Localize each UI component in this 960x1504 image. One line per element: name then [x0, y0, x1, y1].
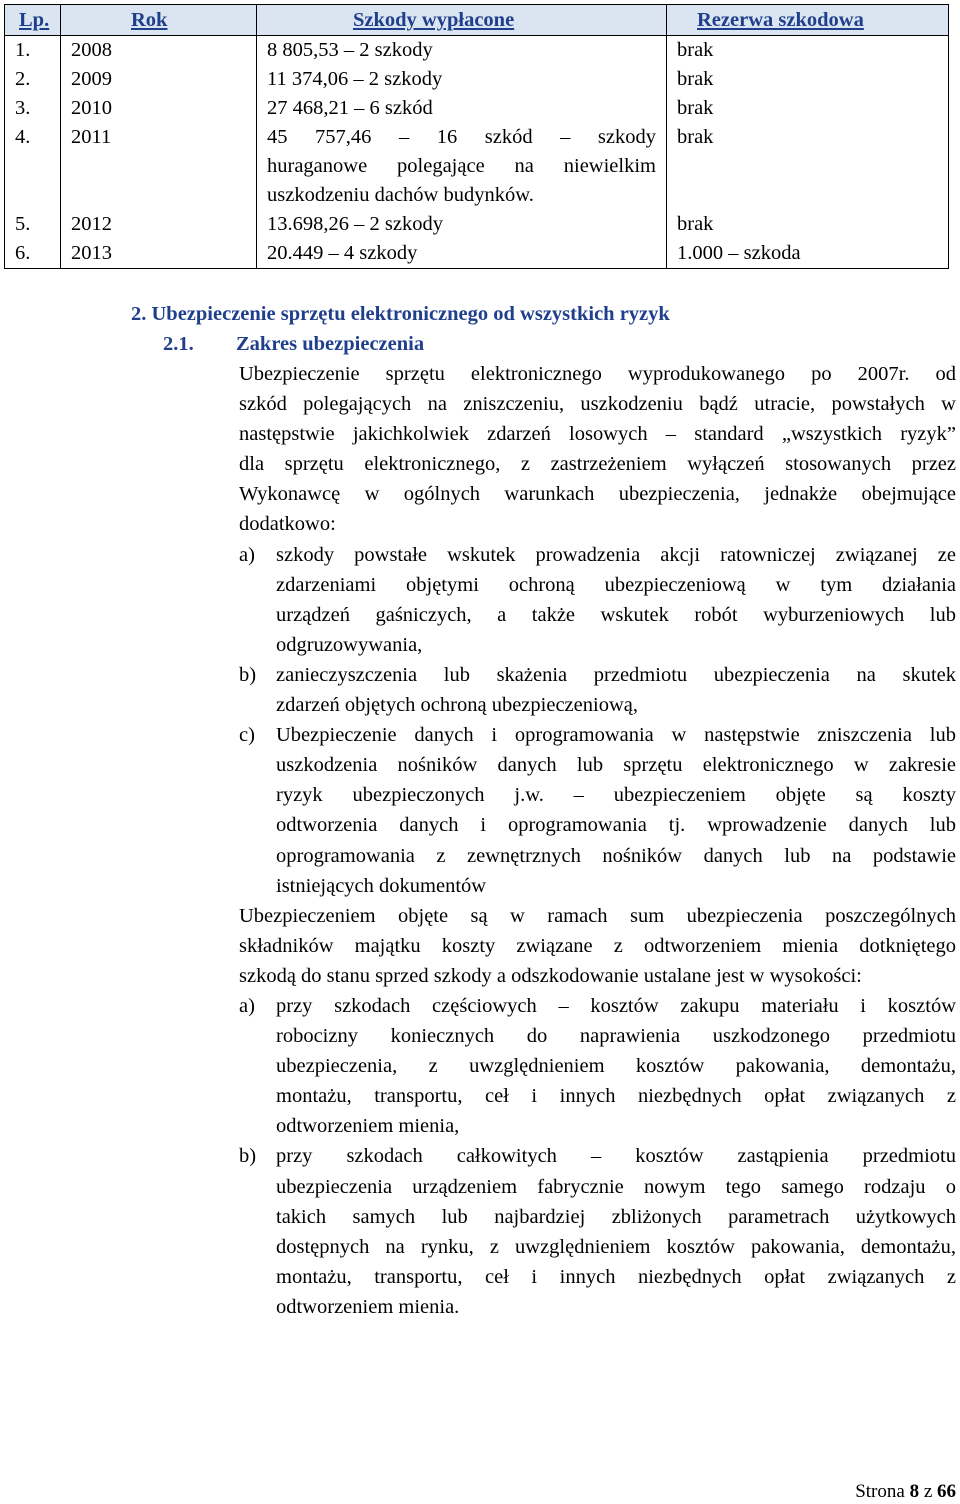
footer-page-number: 8	[909, 1481, 920, 1502]
cell-paid-claims	[257, 36, 667, 66]
cell-claims-reserve: brak	[667, 94, 949, 123]
list-item-line: istniejących dokumentów	[276, 874, 487, 897]
footer-separator: z	[923, 1481, 933, 1502]
list-item	[239, 720, 956, 901]
cell-lp: 4.	[5, 123, 61, 210]
list-item-line: ubezpieczenia urządzeniem fabrycznie nowym tego samego rodzaju o	[276, 1175, 956, 1198]
list-marker: b)	[239, 663, 257, 686]
list-item-line: ubezpieczenia, z uwzględnieniem kosztów pakowania, demontażu,	[276, 1055, 956, 1078]
table-header-row	[5, 5, 949, 36]
list-item	[239, 540, 956, 660]
text-line: szkodą do stanu sprzed szkody a odszkodowanie ustalane jest w wysokości:	[239, 964, 862, 987]
header-claims-reserve: Rezerwa szkodowa	[667, 5, 949, 36]
paid-claims-line: 45 757,46 – 16 szkód – szkody	[267, 126, 656, 148]
scope-paragraph	[239, 359, 956, 540]
cell-lp: 2.	[5, 65, 61, 94]
cell-paid-claims	[257, 65, 667, 94]
section-heading	[131, 300, 670, 328]
cell-claims-reserve: brak	[667, 65, 949, 94]
cell-rok: 2012	[61, 210, 257, 239]
table-row	[5, 65, 949, 94]
list-item-line: robocizny koniecznych do naprawienia uszkodzonego przedmiotu	[276, 1025, 956, 1048]
table-row	[5, 210, 949, 239]
section-title: Ubezpieczenie sprzętu elektronicznego od wszystkich ryzyk	[151, 303, 670, 325]
cell-claims-reserve: brak	[667, 123, 949, 210]
list-item-line: montażu, transportu, ceł i innych niezbędnych opłat związanych z	[276, 1265, 956, 1288]
table-row	[5, 123, 949, 210]
list-item-line: przy szkodach całkowitych – kosztów zastąpienia przedmiotu	[276, 1145, 956, 1168]
list-item-line: montażu, transportu, ceł i innych niezbędnych opłat związanych z	[276, 1085, 956, 1108]
list-item-line: takich samych lub najbardziej zbliżonych parametrach użytkowych	[276, 1205, 956, 1228]
table-row	[5, 239, 949, 269]
list-item-line: odtworzeniem mienia,	[276, 1115, 460, 1138]
subsection-heading	[163, 330, 424, 358]
cell-rok: 2013	[61, 239, 257, 269]
list-item-line: urządzeń gaśniczych, a także wskutek robót wyburzeniowych lub	[276, 603, 956, 626]
page-footer	[855, 1480, 956, 1504]
cell-claims-reserve: 1.000 – szkoda	[667, 239, 949, 269]
cell-paid-claims	[257, 94, 667, 123]
list-item-line: odtworzenia danych i oprogramowania tj. wprowadzenie danych lub	[276, 814, 956, 837]
cell-paid-claims	[257, 123, 667, 210]
section-body	[239, 359, 956, 1322]
cell-lp: 1.	[5, 36, 61, 66]
cell-lp: 5.	[5, 210, 61, 239]
paid-claims-line: 13.698,26 – 2 szkody	[267, 213, 443, 235]
list-item-line: dostępnych na rynku, z uwzględnieniem kosztów pakowania, demontażu,	[276, 1235, 956, 1258]
paid-claims-line: 8 805,53 – 2 szkody	[267, 39, 433, 61]
list-marker: a)	[239, 543, 255, 566]
list-item-line: ryzyk ubezpieczonych j.w. – ubezpieczeniem objęte są koszty	[276, 784, 956, 807]
list-item-line: zdarzeniami objętymi ochroną ubezpieczeniową w tym działania	[276, 573, 956, 596]
cell-rok: 2011	[61, 123, 257, 210]
paid-claims-line: huraganowe polegające na niewielkim	[267, 155, 656, 177]
list-item-line: zanieczyszczenia lub skażenia przedmiotu ubezpieczenia na skutek	[276, 663, 956, 686]
text-line: następstwie jakichkolwiek zdarzeń losowych – standard „wszystkich ryzyk”	[239, 423, 956, 446]
cell-rok: 2009	[61, 65, 257, 94]
cell-rok: 2008	[61, 36, 257, 66]
cell-paid-claims	[257, 210, 667, 239]
table-row	[5, 36, 949, 66]
list-item-line: odgruzowywania,	[276, 633, 423, 656]
list-item	[239, 660, 956, 720]
footer-prefix: Strona	[855, 1481, 905, 1502]
text-line: szkód polegających na zniszczeniu, uszkodzeniu bądź utracie, powstałych w	[239, 393, 956, 416]
list-item-line: uszkodzenia nośników danych lub sprzętu elektronicznego w zakresie	[276, 754, 956, 777]
additional-coverage-list	[239, 540, 956, 901]
list-item-line: zdarzeń objętych ochroną ubezpieczeniową,	[276, 694, 638, 717]
text-line: Wykonawcę w ogólnych warunkach ubezpieczenia, jednakże obejmujące	[239, 483, 956, 506]
text-line: dodatkowo:	[239, 513, 336, 536]
paid-claims-line: 11 374,06 – 2 szkody	[267, 68, 443, 90]
text-line: dla sprzętu elektronicznego, z zastrzeżeniem wyłączeń stosowanych przez	[239, 453, 956, 476]
list-marker: c)	[239, 724, 255, 747]
paid-claims-line: 20.449 – 4 szkody	[267, 242, 418, 264]
claims-history-table	[4, 4, 949, 269]
subsection-title: Zakres ubezpieczenia	[236, 333, 425, 355]
list-item-line: odtworzeniem mienia.	[276, 1295, 460, 1318]
list-marker: a)	[239, 994, 255, 1017]
header-rok: Rok	[61, 5, 257, 36]
list-item-line: przy szkodach częściowych – kosztów zakupu materiału i kosztów	[276, 994, 956, 1017]
list-item-line: Ubezpieczenie danych i oprogramowania w następstwie zniszczenia lub	[276, 724, 956, 747]
cell-rok: 2010	[61, 94, 257, 123]
header-paid-claims: Szkody wypłacone	[257, 5, 667, 36]
list-item-line: oprogramowania z zewnętrznych nośników danych lub na podstawie	[276, 844, 956, 867]
compensation-list	[239, 991, 956, 1322]
footer-page-total: 66	[937, 1481, 956, 1502]
list-item	[239, 991, 956, 1141]
list-item	[239, 1141, 956, 1322]
cell-lp: 6.	[5, 239, 61, 269]
cell-paid-claims	[257, 239, 667, 269]
paid-claims-line: 27 468,21 – 6 szkód	[267, 97, 433, 119]
cell-lp: 3.	[5, 94, 61, 123]
cell-claims-reserve: brak	[667, 36, 949, 66]
list-item-line: szkody powstałe wskutek prowadzenia akcji ratowniczej związanej ze	[276, 543, 956, 566]
table-row	[5, 94, 949, 123]
paid-claims-line: uszkodzeniu dachów budynków.	[267, 184, 534, 206]
text-line: Ubezpieczenie sprzętu elektronicznego wyprodukowanego po 2007r. od	[239, 363, 956, 385]
text-line: Ubezpieczeniem objęte są w ramach sum ubezpieczenia poszczególnych	[239, 904, 956, 927]
compensation-paragraph	[239, 901, 956, 991]
list-marker: b)	[239, 1145, 257, 1168]
section-number: 2.	[131, 303, 147, 325]
text-line: składników majątku koszty związane z odtworzeniem mienia dotkniętego	[239, 934, 956, 957]
header-lp: Lp.	[5, 5, 61, 36]
subsection-number: 2.1.	[163, 333, 194, 355]
cell-claims-reserve: brak	[667, 210, 949, 239]
